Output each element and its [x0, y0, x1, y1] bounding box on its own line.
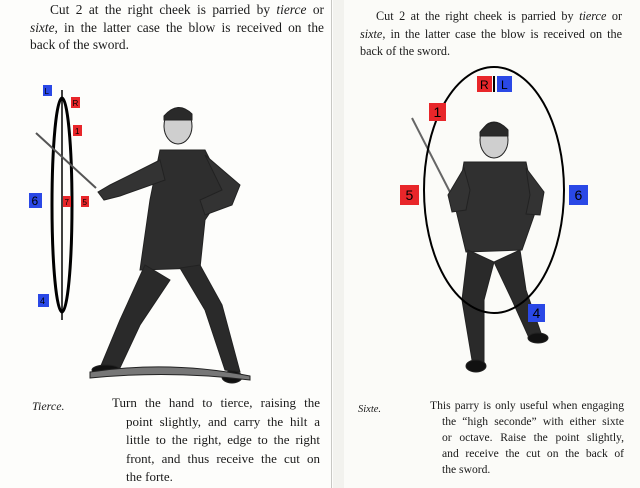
left-caption-text [112, 394, 320, 487]
right-caption-line-4: and receive the cut on the back of [442, 447, 624, 460]
right-marker-4 [528, 304, 545, 322]
right-intro-line-3: back of the sword. [360, 44, 451, 58]
right-caption-text [430, 398, 624, 478]
marker-label-4: 4 [532, 305, 541, 321]
fencer-figure-sixte [412, 118, 548, 372]
left-caption-line-1: Turn the hand to tierce, raising the [112, 395, 320, 410]
left-intro-line-3: back of the sword. [30, 37, 129, 52]
right-intro-line-2: sixte, in the latter case the blow is received on the [360, 26, 622, 41]
page-edge-line [331, 0, 332, 488]
right-caption-line-5: the sword. [442, 463, 491, 476]
left-caption-line-2: point slightly, and carry the hilt a [126, 413, 320, 429]
marker-label-6: 6 [31, 194, 39, 208]
left-caption-line-3: little to the right, edge to the right [126, 432, 320, 447]
right-marker-6 [569, 185, 588, 205]
marker-label-L: L [44, 87, 49, 96]
marker-label-4: 4 [40, 296, 46, 306]
marker-label-6: 6 [574, 187, 583, 203]
marker-label-R: R [480, 78, 489, 92]
marker-label-5: 5 [82, 198, 87, 207]
page-gutter [333, 0, 344, 488]
left-marker-7 [63, 196, 71, 207]
left-caption-label: Tierce. [32, 399, 65, 413]
right-page [344, 0, 640, 488]
right-caption-label: Sixte. [358, 404, 382, 415]
marker-label-5: 5 [405, 187, 414, 203]
left-marker-R [71, 97, 80, 108]
left-caption-line-5: the forte. [126, 469, 173, 484]
left-marker-5 [81, 196, 89, 207]
left-marker-L [43, 85, 52, 96]
right-marker-R [477, 76, 492, 92]
right-marker-L [497, 76, 512, 92]
marker-label-7: 7 [64, 198, 69, 207]
left-marker-1 [73, 125, 82, 136]
right-caption-line-2: the “high seconde” with either sixte [442, 415, 624, 428]
marker-label-R: R [72, 99, 79, 108]
marker-label-1: 1 [75, 127, 80, 136]
left-marker-6 [29, 193, 42, 208]
left-intro-line-1: Cut 2 at the right cheek is parried by tierce or [50, 2, 324, 17]
marker-label-L: L [501, 78, 508, 92]
right-caption-line-3: or octave. Raise the point slightly, [442, 431, 624, 444]
marker-label-1: 1 [433, 104, 442, 120]
left-marker-4 [38, 294, 49, 307]
left-intro-line-2: sixte, in the latter case the blow is received on the [30, 19, 324, 35]
right-intro-line-1: Cut 2 at the right cheek is parried by tierce or [376, 9, 623, 23]
fencer-figure [36, 107, 250, 383]
right-caption-line-1: This parry is only useful when engaging [430, 399, 624, 412]
right-marker-5 [400, 185, 419, 205]
right-marker-1 [429, 103, 446, 121]
left-caption-line-4: front, and thus receive the cut on [126, 450, 320, 466]
